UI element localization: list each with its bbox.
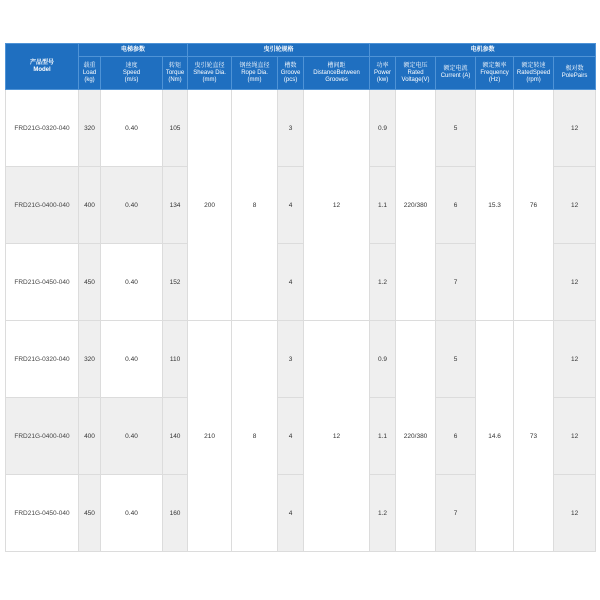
col-header-groove-distance [304, 57, 370, 90]
col-header-groove-distance-unit: Grooves [325, 76, 348, 83]
model-cell: FRD21G-0400-040 [6, 398, 79, 475]
groove-cell: 4 [278, 475, 304, 552]
groove-distance-cell: 12 [304, 321, 370, 552]
col-header-current [436, 57, 476, 90]
groove-cell: 4 [278, 167, 304, 244]
col-header-rated-speed-unit: (rpm) [526, 76, 541, 83]
speed-cell: 0.40 [101, 90, 163, 167]
voltage-cell: 220/380 [396, 321, 436, 552]
header-model-en: Model [33, 66, 51, 73]
col-header-rated-speed-en: RatedSpeed [516, 69, 551, 76]
col-header-torque-cn: 转矩 [169, 62, 182, 69]
sheave-dia-cell: 210 [188, 321, 232, 552]
load-cell: 450 [79, 475, 101, 552]
current-cell: 5 [436, 321, 476, 398]
groove-cell: 4 [278, 244, 304, 321]
pole-pairs-cell: 12 [554, 321, 596, 398]
power-cell: 0.9 [370, 321, 396, 398]
speed-cell: 0.40 [101, 167, 163, 244]
current-cell: 7 [436, 244, 476, 321]
pole-pairs-cell: 12 [554, 475, 596, 552]
current-cell: 5 [436, 90, 476, 167]
col-header-power-unit: (kw) [376, 76, 389, 83]
col-header-rope-dia-cn: 钢丝绳直径 [239, 62, 270, 69]
col-header-sheave-dia [188, 57, 232, 90]
rope-dia-cell: 8 [232, 90, 278, 321]
torque-cell: 160 [163, 475, 188, 552]
model-cell: FRD21G-0450-040 [6, 244, 79, 321]
load-cell: 400 [79, 167, 101, 244]
col-header-rated-speed [514, 57, 554, 90]
col-header-speed-cn: 速度 [125, 62, 138, 69]
power-cell: 1.1 [370, 398, 396, 475]
col-header-frequency-unit: (Hz) [488, 76, 501, 83]
col-header-frequency [476, 57, 514, 90]
col-header-pole-pairs-cn: 极对数 [565, 66, 584, 72]
current-cell: 6 [436, 167, 476, 244]
groove-cell: 3 [278, 321, 304, 398]
load-cell: 320 [79, 321, 101, 398]
col-header-voltage-unit: Voltage(V) [401, 76, 430, 83]
col-header-power-cn: 功率 [376, 62, 389, 69]
col-header-rope-dia-unit: (mm) [247, 76, 262, 83]
col-header-current-cn: 额定电流 [443, 66, 468, 72]
pole-pairs-cell: 12 [554, 167, 596, 244]
load-cell: 320 [79, 90, 101, 167]
model-cell: FRD21G-0320-040 [6, 90, 79, 167]
col-header-groove-cn: 槽数 [284, 62, 297, 69]
col-header-rated-speed-cn: 额定转速 [521, 62, 546, 69]
col-header-torque-en: Torque [165, 69, 185, 76]
group-sheave-spec: 曳引轮规格 [188, 44, 370, 57]
power-cell: 1.1 [370, 167, 396, 244]
load-cell: 400 [79, 398, 101, 475]
rated-speed-cell: 73 [514, 321, 554, 552]
voltage-cell: 220/380 [396, 90, 436, 321]
col-header-voltage-en: Rated [407, 69, 424, 76]
col-header-pole-pairs-en: PolePairs [561, 73, 588, 79]
frequency-cell: 15.3 [476, 90, 514, 321]
torque-cell: 110 [163, 321, 188, 398]
speed-cell: 0.40 [101, 475, 163, 552]
col-header-frequency-cn: 额定频率 [482, 62, 507, 69]
col-header-groove [278, 57, 304, 90]
col-header-power-en: Power [374, 69, 392, 76]
groove-distance-cell: 12 [304, 90, 370, 321]
col-header-groove-unit: (pcs) [283, 76, 298, 83]
torque-cell: 105 [163, 90, 188, 167]
col-header-power [370, 57, 396, 90]
spec-table [5, 43, 596, 552]
pole-pairs-cell: 12 [554, 90, 596, 167]
col-header-torque [163, 57, 188, 90]
rope-dia-cell: 8 [232, 321, 278, 552]
col-header-load-cn: 载重 [83, 62, 96, 69]
header-model [6, 44, 79, 90]
load-cell: 450 [79, 244, 101, 321]
pole-pairs-cell: 12 [554, 398, 596, 475]
col-header-speed-en: Speed [122, 69, 141, 76]
model-cell: FRD21G-0320-040 [6, 321, 79, 398]
frequency-cell: 14.6 [476, 321, 514, 552]
col-header-torque-unit: (Nm) [168, 76, 182, 83]
current-cell: 7 [436, 475, 476, 552]
col-header-load [79, 57, 101, 90]
pole-pairs-cell: 12 [554, 244, 596, 321]
table-row [6, 90, 596, 167]
torque-cell: 134 [163, 167, 188, 244]
col-header-speed [101, 57, 163, 90]
col-header-pole-pairs [554, 57, 596, 90]
power-cell: 0.9 [370, 90, 396, 167]
group-motor-params: 电机参数 [370, 44, 596, 57]
col-header-speed-unit: (m/s) [124, 76, 139, 83]
col-header-voltage [396, 57, 436, 90]
table-row [6, 321, 596, 398]
power-cell: 1.2 [370, 244, 396, 321]
groove-cell: 4 [278, 398, 304, 475]
speed-cell: 0.40 [101, 398, 163, 475]
col-header-groove-distance-cn: 槽间距 [327, 62, 346, 69]
col-header-sheave-dia-unit: (mm) [202, 76, 217, 83]
speed-cell: 0.40 [101, 321, 163, 398]
groove-cell: 3 [278, 90, 304, 167]
col-header-sheave-dia-en: Sheave Dia. [193, 69, 226, 76]
speed-cell: 0.40 [101, 244, 163, 321]
group-elevator-params: 电梯参数 [79, 44, 188, 57]
col-header-groove-distance-en: DistanceBetween [313, 69, 360, 76]
col-header-voltage-cn: 额定电压 [403, 62, 428, 69]
col-header-sheave-dia-cn: 曳引轮直径 [194, 62, 225, 69]
torque-cell: 152 [163, 244, 188, 321]
col-header-load-en: Load [82, 69, 97, 76]
col-header-frequency-en: Frequency [480, 69, 509, 76]
col-header-rope-dia [232, 57, 278, 90]
model-cell: FRD21G-0400-040 [6, 167, 79, 244]
col-header-groove-en: Groove [280, 69, 301, 76]
rated-speed-cell: 76 [514, 90, 554, 321]
header-model-cn: 产品型号 [29, 59, 54, 66]
model-cell: FRD21G-0450-040 [6, 475, 79, 552]
col-header-rope-dia-en: Rope Dia. [241, 69, 268, 76]
current-cell: 6 [436, 398, 476, 475]
sheave-dia-cell: 200 [188, 90, 232, 321]
torque-cell: 140 [163, 398, 188, 475]
col-header-current-en: Current (A) [440, 73, 471, 79]
col-header-load-unit: (kg) [84, 76, 95, 83]
power-cell: 1.2 [370, 475, 396, 552]
